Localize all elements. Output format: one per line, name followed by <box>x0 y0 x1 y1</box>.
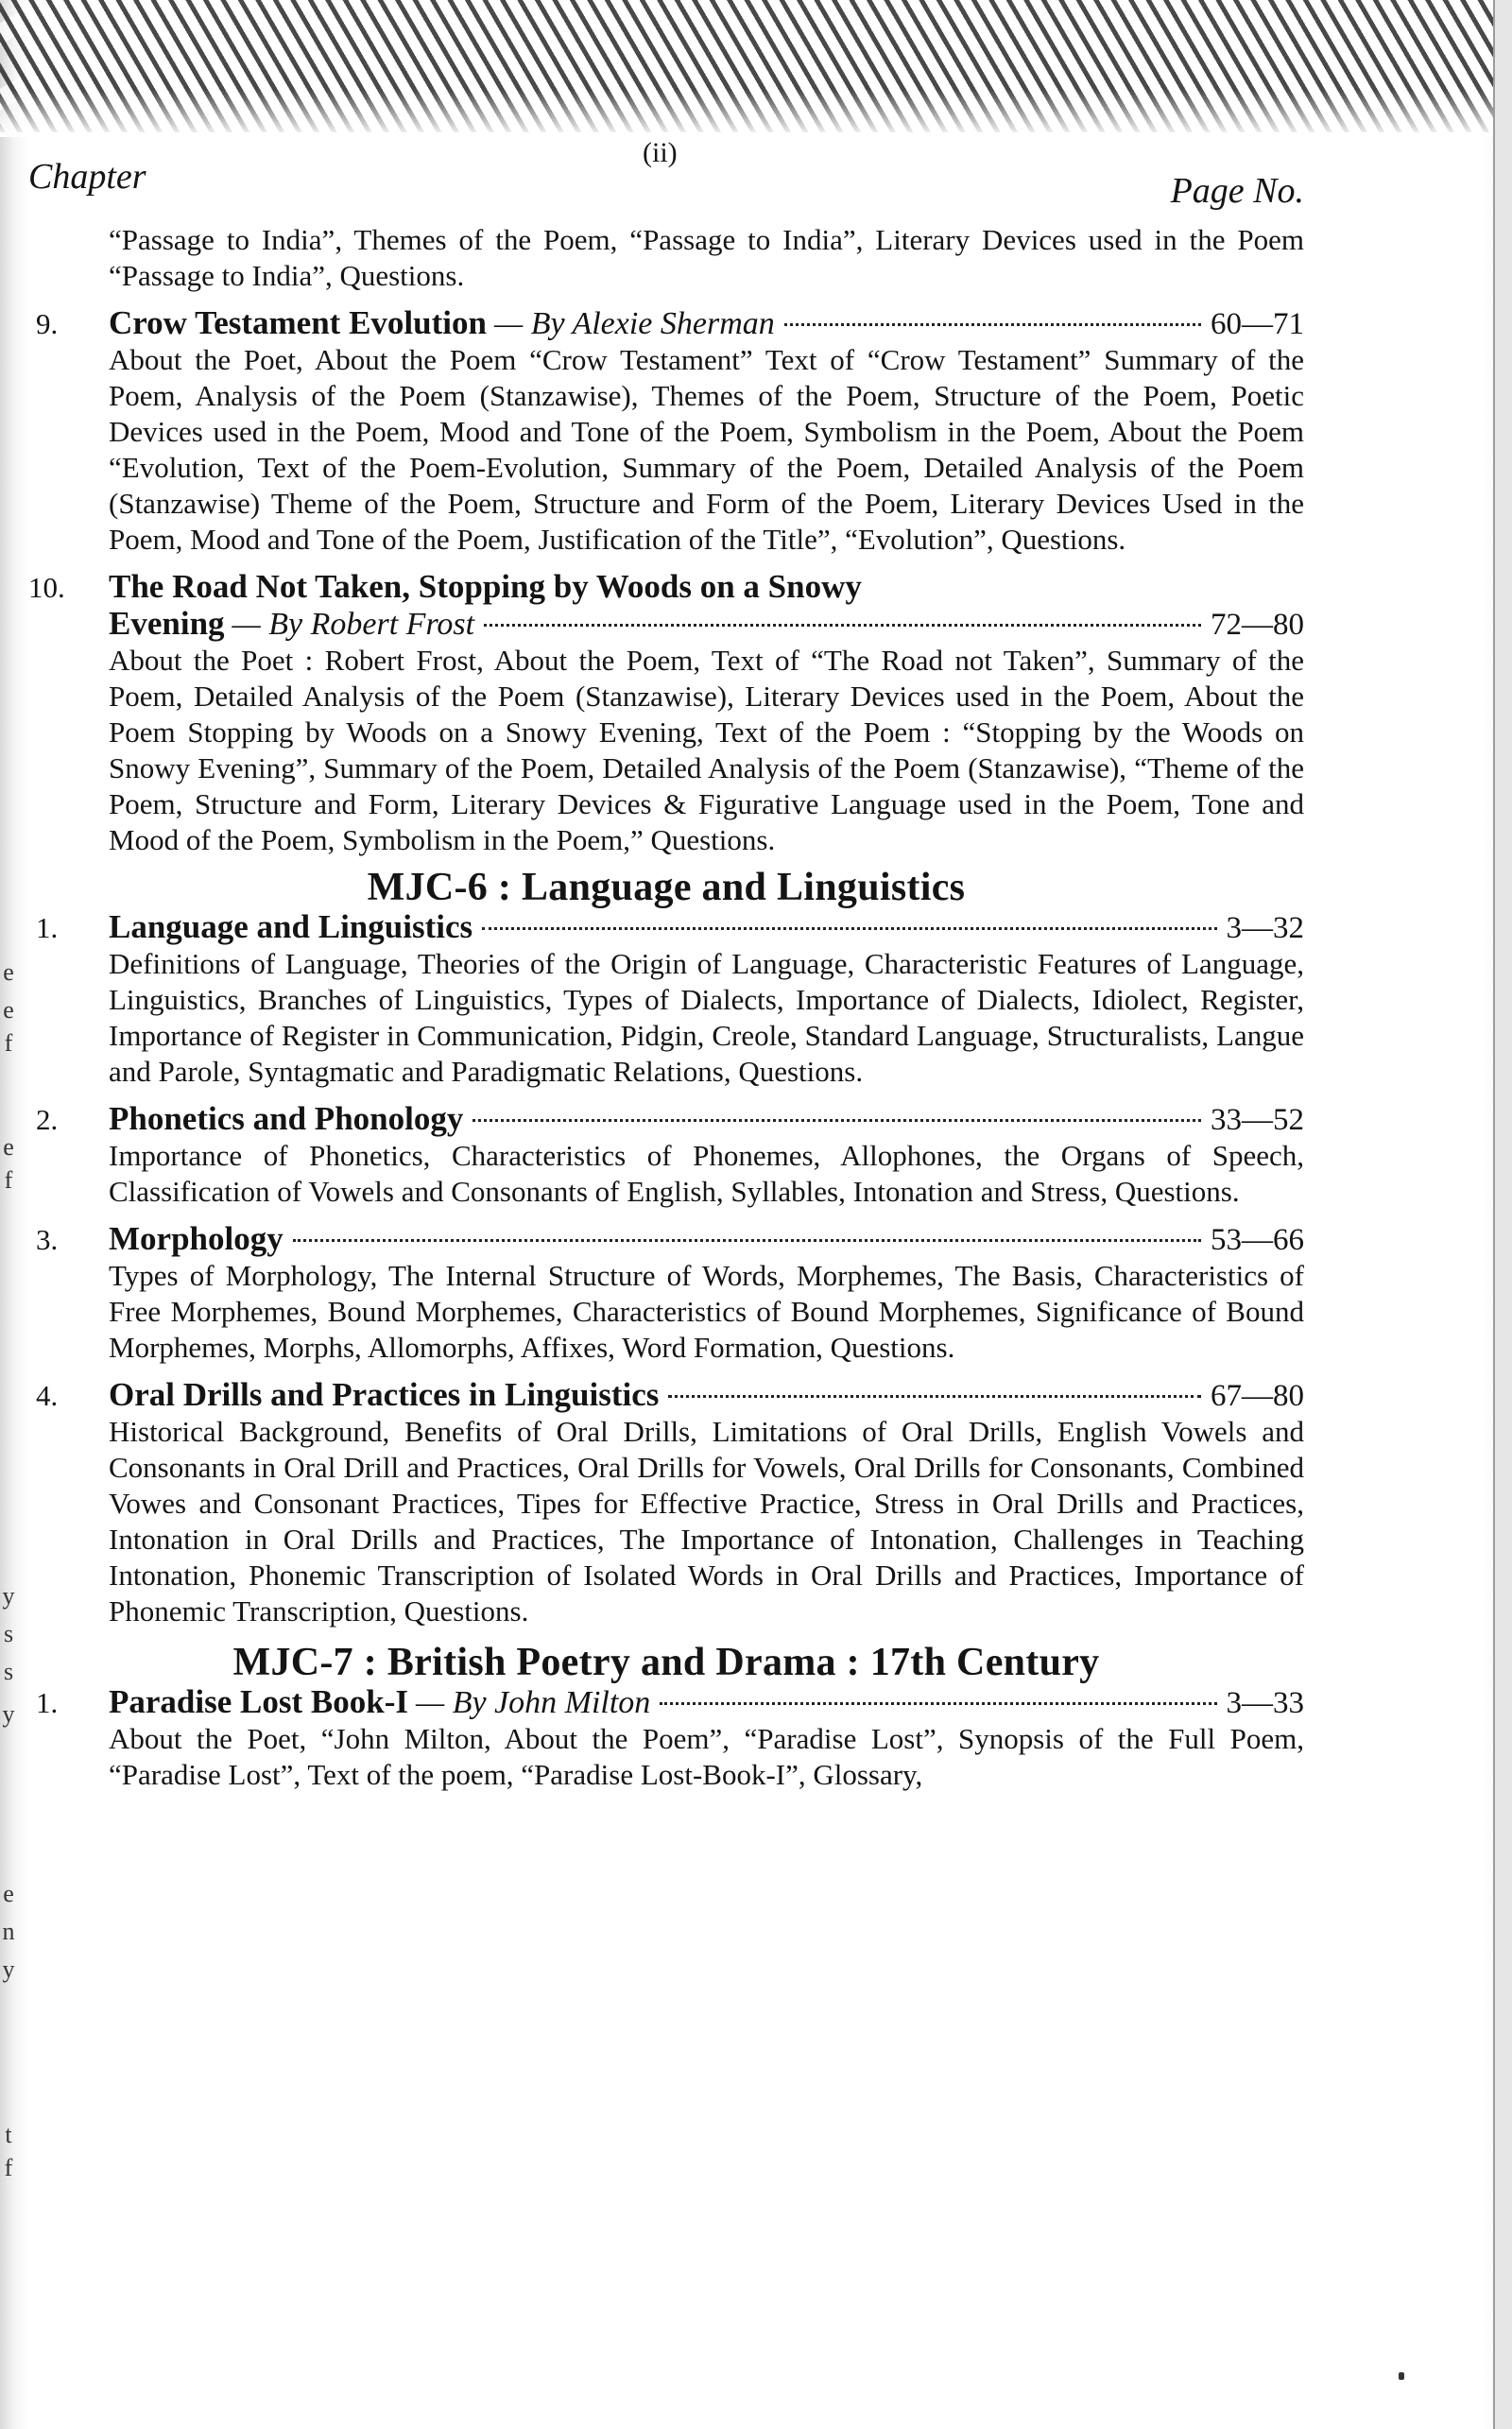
toc-entry-heading <box>28 1101 1304 1138</box>
left-edge-fragment: s <box>3 1658 14 1685</box>
entry-description: Types of Morphology, The Internal Structure of Words, Morphemes, The Basis, Characteristics of Free Morphemes, Bound Morphemes, Characteristics of Bound Morphemes, Significance of Bound Morphemes, Morphs, Allomorphs, Affixes, Word Formation, Questions. <box>109 1259 1304 1364</box>
entry-number: 9. <box>36 307 59 340</box>
section-heading-mjc6: MJC-6 : Language and Linguistics <box>367 866 966 909</box>
left-edge-fragment: e <box>3 958 14 986</box>
entry-author: — By John Milton <box>415 1685 651 1720</box>
toc-entry <box>28 1377 1304 1629</box>
entry-number: 4. <box>36 1379 59 1412</box>
dot-leader <box>660 1702 1216 1705</box>
entry-description: About the Poet : Robert Frost, About the Poem, Text of “The Road not Taken”, Summary of the Poem, Detailed Analysis of the Poem (Stanzawise), Literary Devices used in the Poem, About the Poem Stopping by Woods on a Snowy Evening, Text of the Poem : “Stopping by the Woods on Snowy Evening”, Summary of the Poem, Detailed Analysis of the Poem (Stanzawise), “Theme of the Poem, Structure and Form, Literary Devices & Figurative Language used in the Poem, Tone and Mood of the Poem, Symbolism in the Poem,” Questions. <box>109 644 1304 856</box>
entry-number: 3. <box>36 1223 59 1256</box>
toc-entry <box>28 1101 1304 1210</box>
entry-title-continued: Evening <box>109 605 225 642</box>
entry-pages: 53—66 <box>1211 1223 1304 1257</box>
toc-entry-heading-continued <box>28 606 1304 643</box>
entry-description: About the Poet, About the Poem “Crow Testament” Text of “Crow Testament” Summary of the Poem, Analysis of the Poem (Stanzawise), Themes of the Poem, Structure of the Poem, Poetic Devices used in the Poem, Mood and Tone of the Poem, Symbolism in the Poem, About the Poem “Evolution, Text of the Poem-Evolution, Summary of the Poem, Detailed Analysis of the Poem (Stanzawise) Theme of the Poem, Structure and Form of the Poem, Literary Devices Used in the Poem, Mood and Tone of the Poem, Justification of the Title”, “Evolution”, Questions. <box>109 343 1304 556</box>
toc-entry-heading <box>28 569 1304 606</box>
page-no-column-label: Page No. <box>1170 171 1304 211</box>
page-edge-shadow <box>1493 0 1512 2429</box>
entry-title: Oral Drills and Practices in Linguistics <box>109 1376 660 1413</box>
left-edge-fragment: e <box>3 996 14 1024</box>
entry-pages: 60—71 <box>1211 307 1304 341</box>
dot-leader <box>482 927 1216 930</box>
left-edge-fragment: y <box>2 1582 15 1610</box>
left-edge-fragment: n <box>2 1918 15 1945</box>
left-edge-fragment: y <box>2 1955 15 1983</box>
left-edge-fragment: f <box>4 2154 13 2181</box>
entry-title: Language and Linguistics <box>109 908 473 945</box>
dot-leader <box>784 323 1201 326</box>
entry-description: Importance of Phonetics, Characteristics of Phonemes, Allophones, the Organs of Speech, Classification of Vowels and Consonants of English, Syllables, Intonation and Stress, Questions. <box>109 1139 1304 1208</box>
entry-title: Paradise Lost Book-I <box>109 1683 408 1720</box>
dot-leader <box>484 624 1201 627</box>
entry-pages: 33—52 <box>1211 1103 1304 1137</box>
section-heading-mjc7: MJC-7 : British Poetry and Drama : 17th Century <box>232 1641 1100 1684</box>
left-edge-fragment: e <box>3 1133 14 1161</box>
dot-leader <box>293 1239 1201 1242</box>
entry-author: — By Robert Frost <box>232 607 475 642</box>
left-edge-fragment: s <box>3 1620 14 1647</box>
entry-description: Definitions of Language, Theories of the Origin of Language, Characteristic Features of Language, Linguistics, Branches of Linguistics, Types of Dialects, Importance of Dialects, Idiolect, Register, Importance of Register in Communication, Pidgin, Creole, Standard Language, Structuralists, Langue and Parole, Syntagmatic and Paradigmatic Relations, Questions. <box>109 947 1304 1088</box>
toc-entry <box>28 1684 1304 1793</box>
dot-leader <box>472 1119 1201 1122</box>
left-edge-fragment: t <box>5 2121 12 2148</box>
page-number-roman: (ii) <box>643 137 678 168</box>
toc-entry-heading <box>28 909 1304 946</box>
ink-speck <box>1399 2372 1404 2380</box>
entry-number: 10. <box>28 571 65 604</box>
entry-author: — By Alexie Sherman <box>493 306 775 341</box>
toc-entry-heading <box>28 305 1304 342</box>
left-edge-fragment: y <box>2 1700 15 1728</box>
toc-entry <box>28 1221 1304 1366</box>
entry-number: 1. <box>36 911 59 944</box>
left-edge-fragment: e <box>3 1880 14 1907</box>
table-of-contents <box>28 222 1304 1793</box>
entry-number: 1. <box>36 1686 59 1719</box>
entry-title: The Road Not Taken, Stopping by Woods on a Snowy <box>109 568 862 605</box>
entry-title: Phonetics and Phonology <box>109 1100 464 1137</box>
continued-description: “Passage to India”, Themes of the Poem, “Passage to India”, Literary Devices used in the Poem “Passage to India”, Questions. <box>109 223 1304 292</box>
toc-entry <box>28 569 1304 858</box>
toc-entry-heading <box>28 1221 1304 1258</box>
pattern-fade <box>0 90 1512 137</box>
entry-description: About the Poet, “John Milton, About the Poem”, “Paradise Lost”, Synopsis of the Full Poem, “Paradise Lost”, Text of the poem, “Paradise Lost-Book-I”, Glossary, <box>109 1722 1304 1791</box>
entry-pages: 3—32 <box>1226 911 1304 945</box>
toc-entry <box>28 909 1304 1090</box>
entry-pages: 3—33 <box>1226 1686 1304 1720</box>
dot-leader <box>668 1395 1201 1398</box>
entry-description: Historical Background, Benefits of Oral Drills, Limitations of Oral Drills, English Vowels and Consonants in Oral Drill and Practices, Oral Drills for Vowels, Oral Drills for Consonants, Combined Vowes and Consonant Practices, Tipes for Effective Practice, Stress in Oral Drills and Practices, Intonation in Oral Drills and Practices, The Importance of Intonation, Challenges in Teaching Intonation, Phonemic Transcription of Isolated Words in Oral Drills and Practices, Importance of Phonemic Transcription, Questions. <box>109 1415 1304 1628</box>
entry-pages: 72—80 <box>1211 608 1304 642</box>
toc-entry-heading <box>28 1684 1304 1721</box>
toc-entry-heading <box>28 1377 1304 1414</box>
left-edge-fragment: f <box>4 1029 13 1057</box>
entry-title: Morphology <box>109 1220 284 1257</box>
toc-entry <box>28 305 1304 558</box>
entry-number: 2. <box>36 1103 59 1136</box>
left-edge-fragment: f <box>4 1166 13 1194</box>
chapter-column-label: Chapter <box>28 157 146 197</box>
entry-title: Crow Testament Evolution <box>109 304 487 341</box>
entry-pages: 67—80 <box>1211 1379 1304 1413</box>
